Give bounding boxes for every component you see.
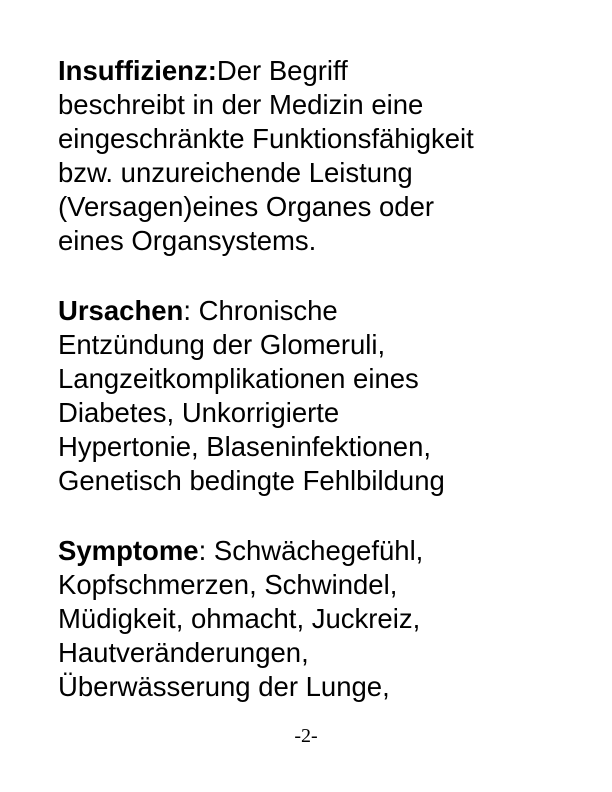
section-line: Diabetes, Unkorrigierte	[58, 397, 340, 428]
section-line: Entzündung der Glomeruli,	[58, 329, 386, 360]
section-line: Hautveränderungen,	[58, 637, 309, 668]
section-term: Symptome	[58, 535, 199, 566]
section-symptome	[58, 534, 558, 704]
section-text: : Schwächegefühl,	[198, 535, 424, 566]
section-ursachen	[58, 294, 558, 498]
section-line: eingeschränkte Funktionsfähigkeit	[58, 123, 474, 154]
section-insuffizienz	[58, 54, 558, 258]
section-line	[58, 534, 558, 568]
section-line: Müdigkeit, ohmacht, Juckreiz,	[58, 603, 421, 634]
section-line: Kopfschmerzen, Schwindel,	[58, 569, 398, 600]
section-line: (Versagen)eines Organes oder	[58, 191, 435, 222]
section-text: : Chronische	[183, 295, 338, 326]
section-line: Genetisch bedingte Fehlbildung	[58, 465, 445, 496]
section-line: bzw. unzureichende Leistung	[58, 157, 413, 188]
section-line	[58, 294, 558, 328]
section-line: beschreibt in der Medizin eine	[58, 89, 424, 120]
section-line: eines Organsystems.	[58, 225, 317, 256]
section-term: Insuffizienz:	[58, 55, 217, 86]
section-line: Langzeitkomplikationen eines	[58, 363, 419, 394]
section-text: Der Begriff	[216, 55, 348, 86]
section-line: Hypertonie, Blaseninfektionen,	[58, 431, 432, 462]
section-term: Ursachen	[58, 295, 184, 326]
page-number: -2-	[294, 725, 318, 747]
section-line: Überwässerung der Lunge,	[58, 671, 390, 702]
section-line	[58, 54, 558, 88]
